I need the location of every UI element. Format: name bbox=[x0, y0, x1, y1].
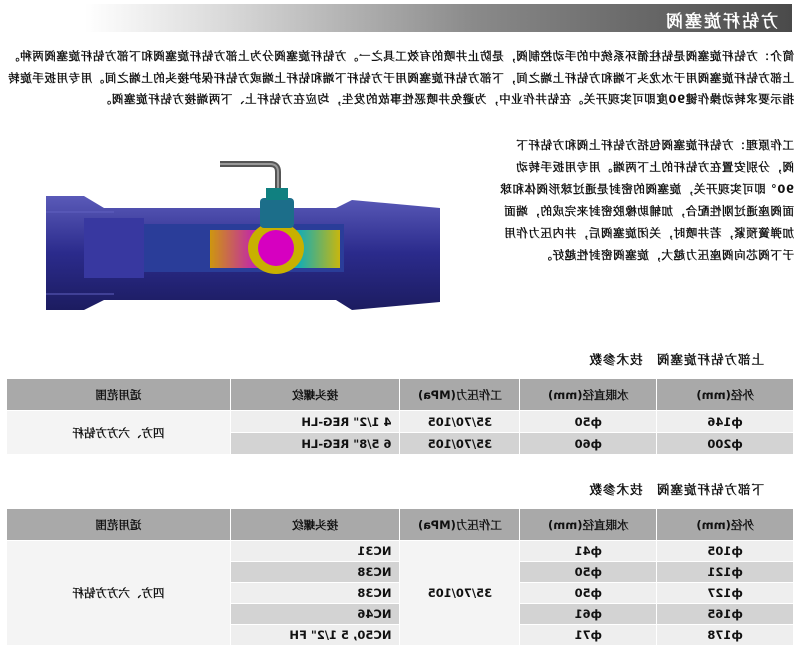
cell-bore-diameter: ф60 bbox=[520, 433, 657, 455]
cell-bore-diameter: ф41 bbox=[520, 541, 657, 562]
cell-working-pressure: 35/70/105 bbox=[400, 541, 520, 646]
table-row bbox=[7, 411, 794, 433]
cell-thread: NC46 bbox=[230, 604, 400, 625]
cell-thread: NC31 bbox=[230, 541, 400, 562]
col-header-scope: 适用范围 bbox=[7, 509, 231, 541]
intro-label: 简介： bbox=[757, 49, 794, 63]
cell-bore-diameter: ф71 bbox=[520, 625, 657, 646]
lower-section-title: 下部方钻杆旋塞阀 技术参数 bbox=[588, 482, 764, 497]
cell-thread: NC38 bbox=[230, 562, 400, 583]
col-header-bore-diameter: 水眼直径(mm) bbox=[520, 379, 657, 411]
cell-bore-diameter: ф61 bbox=[520, 604, 657, 625]
principle-paragraph bbox=[498, 134, 794, 266]
col-header-outer-diameter: 外径(mm) bbox=[657, 509, 794, 541]
col-header-scope: 适用范围 bbox=[7, 379, 231, 411]
cell-scope: 四方、六方方钻杆 bbox=[7, 411, 231, 455]
cell-thread: 6 5/8" REG-LH bbox=[230, 433, 400, 455]
cell-working-pressure: 35/70/105 bbox=[400, 433, 520, 455]
table-row bbox=[7, 541, 794, 562]
col-header-bore-diameter: 水眼直径(mm) bbox=[520, 509, 657, 541]
table-header-row bbox=[7, 379, 794, 411]
principle-text: 方钻杆旋塞阀包括方钻杆上阀和方钻杆下阀，分别安置在方钻杆的上下两端。用专用扳手转动90° 即可实现开关，旋塞阀的密封是通过球形阀体和球面阀座通过刚性配合，加辅助橡胶密封来完成的，端面加弹簧预紧，若井喷时，关闭旋塞阀后，井内压力作用于下阀芯向阀座压力越大，旋塞阀密封性越好。 bbox=[499, 138, 794, 262]
cell-outer-diameter: ф178 bbox=[657, 625, 794, 646]
title-bar bbox=[85, 4, 792, 32]
upper-spec-table bbox=[6, 378, 794, 455]
col-header-working-pressure: 工作压力(MPa) bbox=[400, 379, 520, 411]
lower-spec-table bbox=[6, 508, 794, 646]
page-title: 方钻杆旋塞阀 bbox=[664, 12, 778, 32]
col-header-thread: 接头螺纹 bbox=[230, 509, 400, 541]
upper-section-title: 上部方钻杆旋塞阀 技术参数 bbox=[588, 352, 764, 367]
col-header-thread: 接头螺纹 bbox=[230, 379, 400, 411]
principle-label: 工作原理： bbox=[733, 138, 794, 152]
cell-outer-diameter: ф105 bbox=[657, 541, 794, 562]
col-header-working-pressure: 工作压力(MPa) bbox=[400, 509, 520, 541]
cell-working-pressure: 35/70/105 bbox=[400, 411, 520, 433]
cell-thread: 4 1/2" REG-LH bbox=[230, 411, 400, 433]
col-header-outer-diameter: 外径(mm) bbox=[657, 379, 794, 411]
cell-thread: NC50, 5 1/2" FH bbox=[230, 625, 400, 646]
intro-text: 方钻杆旋塞阀是钻柱循环系统中的手动控制阀，是防止井喷的有效工具之一。方钻杆旋塞阀分为上部方钻杆旋塞阀和下部方钻杆旋塞阀两种。上部方钻杆旋塞阀用于水龙头下端和方钻杆上端之间，下部方钻杆旋塞阀用于方钻杆下端和钻杆上端或方钻杆保护接头的上端之间。用专用扳手旋转指示要求转动操作键90度即可实现开关。在钻井作业中，为避免井喷恶性事故的发生，均应在方钻杆上、下两端接方钻杆旋塞阀。 bbox=[7, 49, 794, 106]
cell-outer-diameter: ф200 bbox=[657, 433, 794, 455]
cell-outer-diameter: ф165 bbox=[657, 604, 794, 625]
table-header-row bbox=[7, 509, 794, 541]
cell-outer-diameter: ф127 bbox=[657, 583, 794, 604]
cell-thread: NC38 bbox=[230, 583, 400, 604]
valve-cutaway-image bbox=[44, 160, 444, 320]
cell-outer-diameter: ф146 bbox=[657, 411, 794, 433]
cell-bore-diameter: ф50 bbox=[520, 583, 657, 604]
cell-outer-diameter: ф121 bbox=[657, 562, 794, 583]
cell-bore-diameter: ф50 bbox=[520, 562, 657, 583]
cell-bore-diameter: ф50 bbox=[520, 411, 657, 433]
intro-paragraph bbox=[4, 46, 794, 111]
cell-scope: 四方、六方方钻杆 bbox=[7, 541, 231, 646]
